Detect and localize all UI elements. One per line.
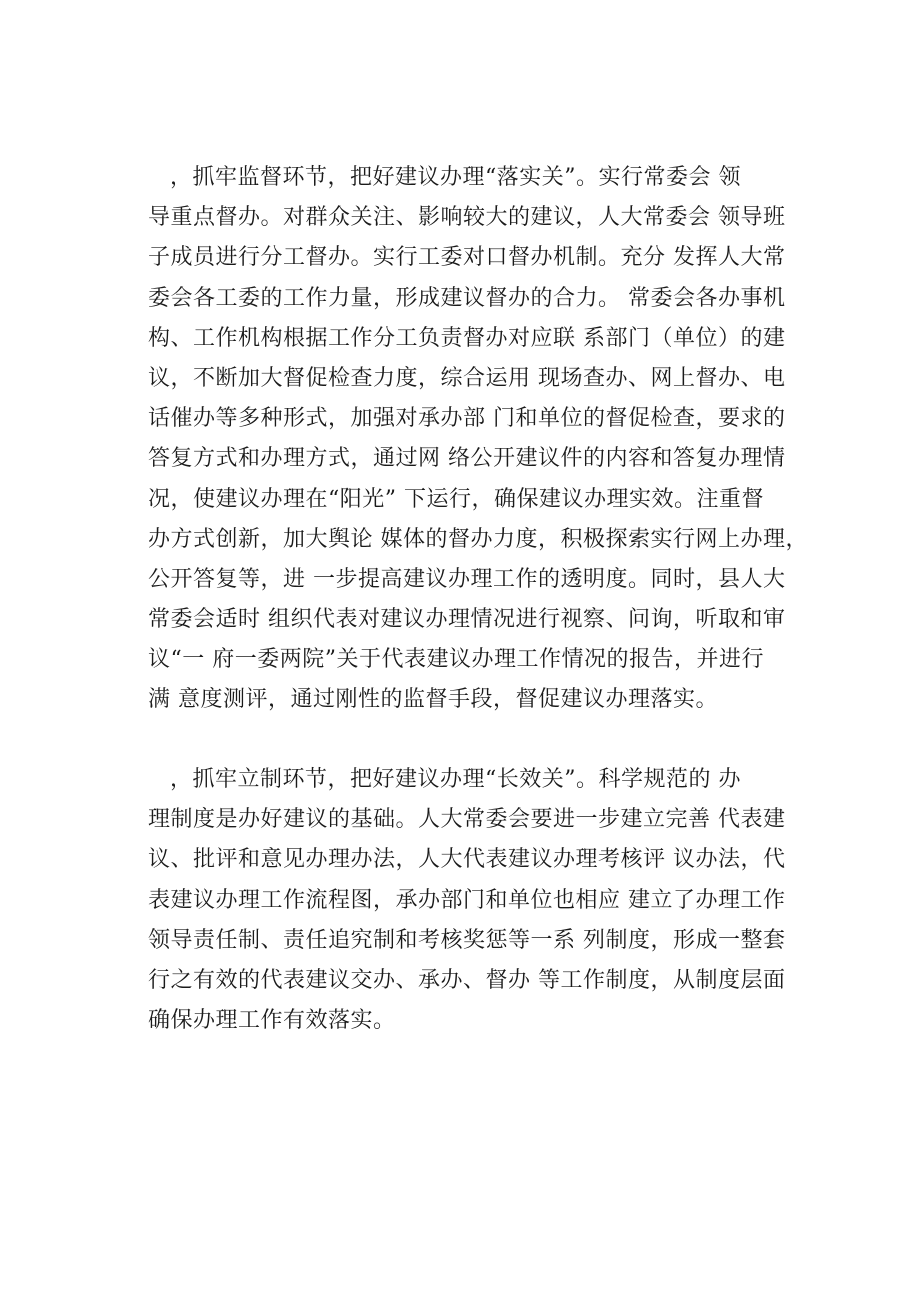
paragraph-line: 议、批评和意见办理办法，人大代表建议办理考核评 议办法，代 xyxy=(148,847,786,873)
paragraph-line: 议，不断加大督促检查力度，综合运用 现场查办、网上督办、电 xyxy=(148,365,786,391)
paragraph-line: 况，使建议办理在“阳光” 下运行，确保建议办理实效。注重督 xyxy=(148,486,764,512)
paragraph-line: 导重点督办。对群众关注、影响较大的建议，人大常委会 领导班 xyxy=(148,205,786,231)
paragraph-line: 表建议办理工作流程图，承办部门和单位也相应 建立了办理工作 xyxy=(148,887,786,913)
paragraph-line: 确保办理工作有效落实。 xyxy=(148,1008,396,1034)
paragraph-supervision xyxy=(148,158,808,721)
paragraph-line: ，抓牢监督环节，把好建议办理“落实关”。实行常委会 领 xyxy=(170,165,741,190)
paragraph-line: 满 意度测评，通过刚性的监督手段，督促建议办理落实。 xyxy=(148,687,718,713)
paragraph-institution xyxy=(148,760,788,1041)
paragraph-line: 办方式创新，加大舆论 媒体的督办力度，积极探索实行网上办理， xyxy=(148,526,808,552)
paragraph-line: 领导责任制、责任追究制和考核奖惩等一系 列制度，形成一整套 xyxy=(148,927,786,953)
paragraph-line: 公开答复等，进 一步提高建议办理工作的透明度。同时，县人大 xyxy=(148,566,786,592)
paragraph-line: 话催办等多种形式，加强对承办部 门和单位的督促检查，要求的 xyxy=(148,406,786,432)
paragraph-line: 议“一 府一委两院”关于代表建议办理工作情况的报告，并进行 xyxy=(148,647,764,673)
paragraph-line: 子成员进行分工督办。实行工委对口督办机制。充分 发挥人大常 xyxy=(148,245,786,271)
paragraph-line: 常委会适时 组织代表对建议办理情况进行视察、问询，听取和审 xyxy=(148,607,786,633)
paragraph-line: 答复方式和办理方式，通过网 络公开建议件的内容和答复办理情 xyxy=(148,446,786,472)
paragraph-line: ，抓牢立制环节，把好建议办理“长效关”。科学规范的 办 xyxy=(170,767,741,792)
paragraph-line: 构、工作机构根据工作分工负责督办对应联 系部门（单位）的建 xyxy=(148,325,786,351)
paragraph-line: 委会各工委的工作力量，形成建议督办的合力。 常委会各办事机 xyxy=(148,285,786,311)
paragraph-line: 行之有效的代表建议交办、承办、督办 等工作制度，从制度层面 xyxy=(148,967,786,993)
paragraph-line: 理制度是办好建议的基础。人大常委会要进一步建立完善 代表建 xyxy=(148,807,786,833)
